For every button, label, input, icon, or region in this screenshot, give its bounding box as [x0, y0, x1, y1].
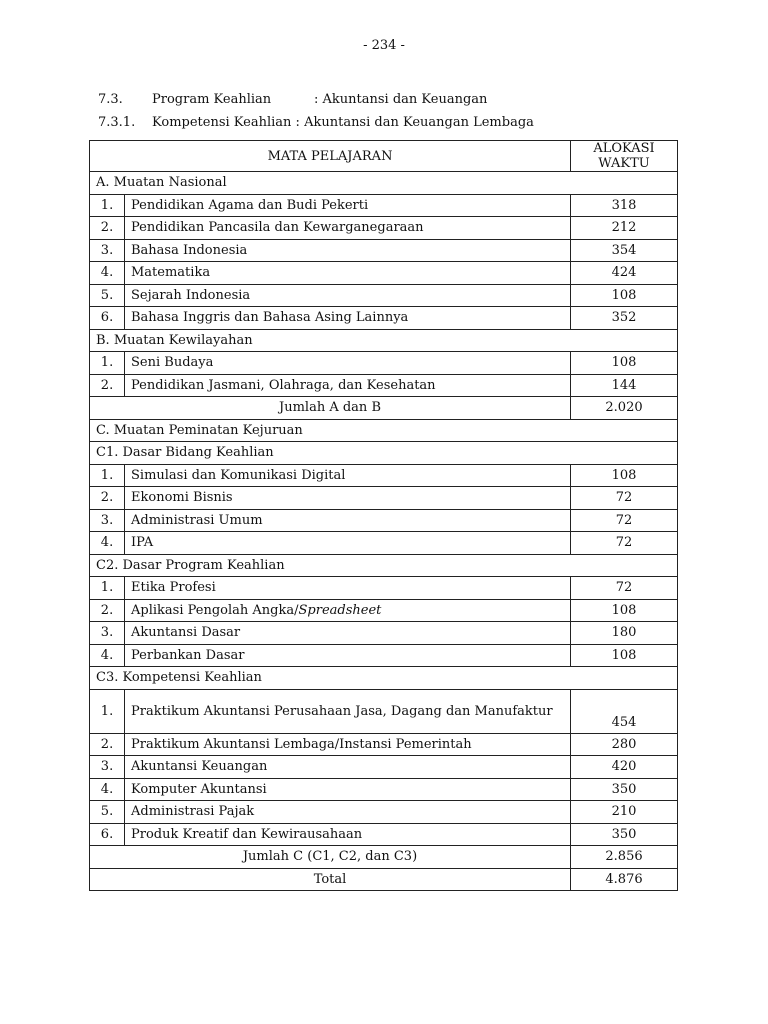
table-row — [90, 284, 678, 307]
allocation-value: 144 — [571, 374, 678, 397]
allocation-value: 354 — [571, 239, 678, 262]
subject-name: Produk Kreatif dan Kewirausahaan — [125, 823, 571, 846]
allocation-value: 424 — [571, 262, 678, 285]
allocation-value: 72 — [571, 509, 678, 532]
row-number: 4. — [90, 532, 125, 555]
allocation-value: 318 — [571, 194, 678, 217]
table-row — [90, 239, 678, 262]
table-row — [90, 823, 678, 846]
row-number: 2. — [90, 733, 125, 756]
table-row — [90, 622, 678, 645]
subject-name: Administrasi Pajak — [125, 801, 571, 824]
allocation-value: 212 — [571, 217, 678, 240]
allocation-value: 352 — [571, 307, 678, 330]
section-b-title: B. Muatan Kewilayahan — [90, 329, 678, 352]
total-label: Total — [90, 868, 571, 891]
row-number: 6. — [90, 823, 125, 846]
allocation-value: 72 — [571, 577, 678, 600]
subject-name: Komputer Akuntansi — [125, 778, 571, 801]
allocation-value: 108 — [571, 599, 678, 622]
total-row — [90, 868, 678, 891]
subject-name: Akuntansi Dasar — [125, 622, 571, 645]
kompetensi-separator: : — [295, 115, 300, 130]
table-row — [90, 577, 678, 600]
kompetensi-number: 7.3.1. — [98, 115, 136, 130]
section-c2-title: C2. Dasar Program Keahlian — [90, 554, 678, 577]
sum-c-label: Jumlah C (C1, C2, dan C3) — [90, 846, 571, 869]
allocation-value: 108 — [571, 464, 678, 487]
table-row — [90, 262, 678, 285]
sum-ab-label: Jumlah A dan B — [90, 397, 571, 420]
kompetensi-value: Akuntansi dan Keuangan Lembaga — [304, 115, 534, 130]
row-number: 3. — [90, 756, 125, 779]
table-row — [90, 217, 678, 240]
section-row — [90, 442, 678, 465]
subject-name: Bahasa Inggris dan Bahasa Asing Lainnya — [125, 307, 571, 330]
row-number: 4. — [90, 778, 125, 801]
table-row — [90, 599, 678, 622]
allocation-value: 180 — [571, 622, 678, 645]
table-row — [90, 756, 678, 779]
allocation-value: 350 — [571, 823, 678, 846]
section-row — [90, 419, 678, 442]
row-number: 3. — [90, 509, 125, 532]
subject-name: Administrasi Umum — [125, 509, 571, 532]
subject-name: Pendidikan Agama dan Budi Pekerti — [125, 194, 571, 217]
subject-name-cell — [125, 599, 571, 622]
subject-name: Akuntansi Keuangan — [125, 756, 571, 779]
subject-name: Sejarah Indonesia — [125, 284, 571, 307]
section-c3-title: C3. Kompetensi Keahlian — [90, 667, 678, 690]
row-number: 2. — [90, 217, 125, 240]
total-value: 4.876 — [571, 868, 678, 891]
row-number: 1. — [90, 194, 125, 217]
table-row — [90, 532, 678, 555]
row-number: 1. — [90, 464, 125, 487]
subtotal-row — [90, 846, 678, 869]
row-number: 1. — [90, 352, 125, 375]
section-c-title: C. Muatan Peminatan Kejuruan — [90, 419, 678, 442]
subject-name: Pendidikan Pancasila dan Kewarganegaraan — [125, 217, 571, 240]
program-label: Program Keahlian — [152, 92, 272, 107]
allocation-value: 108 — [571, 644, 678, 667]
subject-name: Etika Profesi — [125, 577, 571, 600]
row-number: 5. — [90, 284, 125, 307]
row-number: 4. — [90, 262, 125, 285]
kompetensi-heading — [98, 115, 534, 130]
row-number: 5. — [90, 801, 125, 824]
table-row — [90, 509, 678, 532]
table-header-row — [90, 141, 678, 172]
page-number: - 234 - — [363, 38, 405, 53]
row-number: 2. — [90, 374, 125, 397]
section-row — [90, 329, 678, 352]
subject-name: Praktikum Akuntansi Lembaga/Instansi Pemerintah — [125, 733, 571, 756]
sum-c-value: 2.856 — [571, 846, 678, 869]
table-row — [90, 733, 678, 756]
row-number: 4. — [90, 644, 125, 667]
program-heading — [98, 92, 487, 107]
allocation-value: 72 — [571, 487, 678, 510]
row-number: 3. — [90, 622, 125, 645]
subject-name: Bahasa Indonesia — [125, 239, 571, 262]
table-row — [90, 194, 678, 217]
allocation-value: 280 — [571, 733, 678, 756]
allocation-value: 108 — [571, 352, 678, 375]
row-number: 2. — [90, 599, 125, 622]
table-row — [90, 778, 678, 801]
table-row — [90, 689, 678, 733]
row-number: 1. — [90, 577, 125, 600]
row-number: 1. — [90, 689, 125, 733]
table-row — [90, 801, 678, 824]
allocation-value: 420 — [571, 756, 678, 779]
allocation-column-header: ALOKASI WAKTU — [571, 141, 678, 172]
subject-name: Matematika — [125, 262, 571, 285]
program-value: Akuntansi dan Keuangan — [322, 92, 488, 107]
subtotal-row — [90, 397, 678, 420]
table-row — [90, 374, 678, 397]
allocation-value: 108 — [571, 284, 678, 307]
kompetensi-label: Kompetensi Keahlian — [152, 115, 292, 130]
subject-name: Pendidikan Jasmani, Olahraga, dan Kesehatan — [125, 374, 571, 397]
table-row — [90, 487, 678, 510]
table-row — [90, 307, 678, 330]
subject-name: Seni Budaya — [125, 352, 571, 375]
subject-name: Aplikasi Pengolah Angka/ — [131, 602, 299, 618]
allocation-value: 350 — [571, 778, 678, 801]
subject-name: IPA — [125, 532, 571, 555]
row-number: 6. — [90, 307, 125, 330]
program-number: 7.3. — [98, 92, 123, 107]
section-a-title: A. Muatan Nasional — [90, 172, 678, 195]
section-row — [90, 667, 678, 690]
section-row — [90, 172, 678, 195]
sum-ab-value: 2.020 — [571, 397, 678, 420]
table-row — [90, 644, 678, 667]
subject-name: Perbankan Dasar — [125, 644, 571, 667]
table-row — [90, 464, 678, 487]
allocation-value: 210 — [571, 801, 678, 824]
section-row — [90, 554, 678, 577]
row-number: 2. — [90, 487, 125, 510]
allocation-value: 72 — [571, 532, 678, 555]
curriculum-table — [89, 140, 678, 891]
section-c1-title: C1. Dasar Bidang Keahlian — [90, 442, 678, 465]
subject-column-header: MATA PELAJARAN — [90, 141, 571, 172]
program-separator: : — [314, 92, 319, 107]
row-number: 3. — [90, 239, 125, 262]
subject-name: Ekonomi Bisnis — [125, 487, 571, 510]
subject-name-italic: Spreadsheet — [298, 602, 382, 618]
allocation-value: 454 — [571, 689, 678, 733]
subject-name: Simulasi dan Komunikasi Digital — [125, 464, 571, 487]
table-row — [90, 352, 678, 375]
subject-name: Praktikum Akuntansi Perusahaan Jasa, Dagang dan Manufaktur — [125, 689, 571, 733]
